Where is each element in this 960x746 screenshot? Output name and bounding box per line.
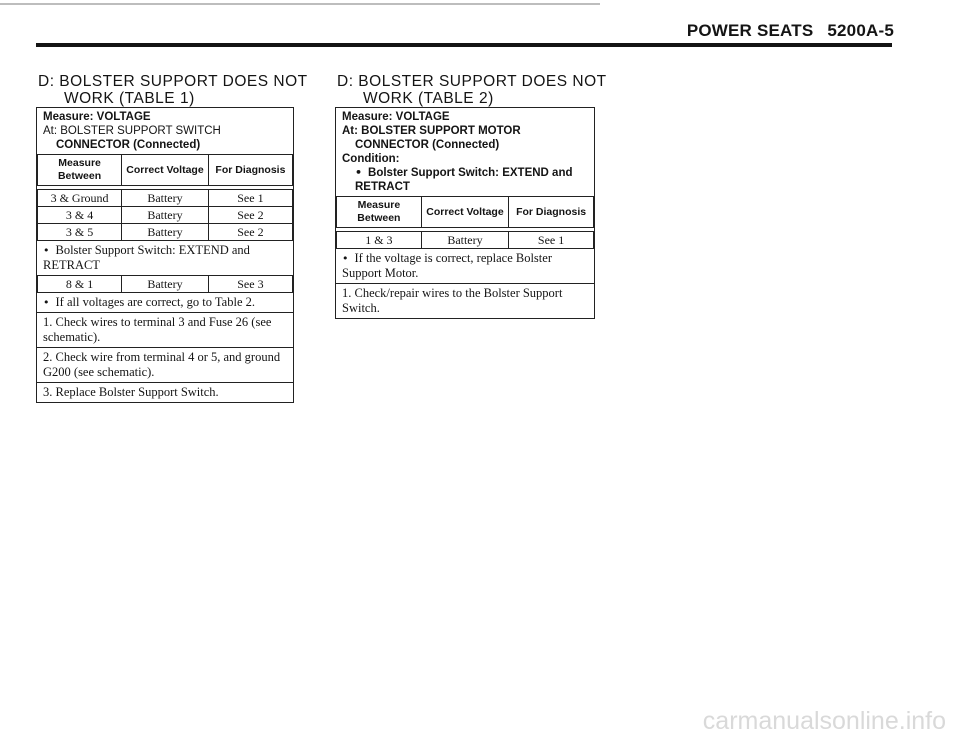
col-for-diagnosis: For Diagnosis — [509, 197, 594, 228]
table2-box — [335, 107, 595, 319]
table2-bullet-note: • If the voltage is correct, replace Bolster Support Motor. — [336, 249, 594, 283]
table-row: 3 & 4 Battery See 2 — [38, 207, 293, 224]
header-rule — [36, 43, 892, 47]
col-measure-between: Measure Between — [337, 197, 422, 228]
table2-grid — [336, 196, 594, 249]
table1-step-2: 2. Check wire from terminal 4 or 5, and ground G200 (see schematic). — [37, 347, 293, 382]
watermark: carmanualsonline.info — [702, 707, 946, 735]
table1-title: D: BOLSTER SUPPORT DOES NOT WORK (TABLE 1) — [38, 73, 308, 107]
top-scan-line — [0, 3, 600, 5]
table1-box — [36, 107, 294, 403]
table1-condition: • Bolster Support Switch: EXTEND and RETRACT — [37, 241, 293, 275]
page-number: 5200A-5 — [827, 21, 894, 40]
table-row: 1 & 3 Battery See 1 — [337, 232, 594, 249]
table1-step-1: 1. Check wires to terminal 3 and Fuse 26 (see schematic). — [37, 312, 293, 347]
col-for-diagnosis: For Diagnosis — [208, 155, 292, 186]
table-row: 3 & Ground Battery See 1 — [38, 190, 293, 207]
table1-step-3: 3. Replace Bolster Support Switch. — [37, 382, 293, 402]
table2-title: D: BOLSTER SUPPORT DOES NOT WORK (TABLE 2) — [337, 73, 607, 107]
table-row: 8 & 1 Battery See 3 — [38, 276, 293, 293]
table1-grid — [37, 154, 293, 241]
table2-heading: Measure: VOLTAGE At: BOLSTER SUPPORT MOTOR CONNECTOR (Connected) Condition: • Bolster Support Switch: EXTEND and RETRACT — [336, 108, 594, 196]
table2-step-1: 1. Check/repair wires to the Bolster Support Switch. — [336, 283, 594, 318]
table1-heading: Measure: VOLTAGE At: BOLSTER SUPPORT SWITCH CONNECTOR (Connected) — [43, 111, 221, 151]
table-row: 3 & 5 Battery See 2 — [38, 224, 293, 241]
col-correct-voltage: Correct Voltage — [122, 155, 209, 186]
col-correct-voltage: Correct Voltage — [421, 197, 508, 228]
col-measure-between: Measure Between — [38, 155, 122, 186]
table1-bullet-note: • If all voltages are correct, go to Table 2. — [37, 293, 293, 312]
table1-grid-2 — [37, 275, 293, 293]
page-header — [687, 21, 894, 41]
section-title: POWER SEATS — [686, 21, 814, 40]
